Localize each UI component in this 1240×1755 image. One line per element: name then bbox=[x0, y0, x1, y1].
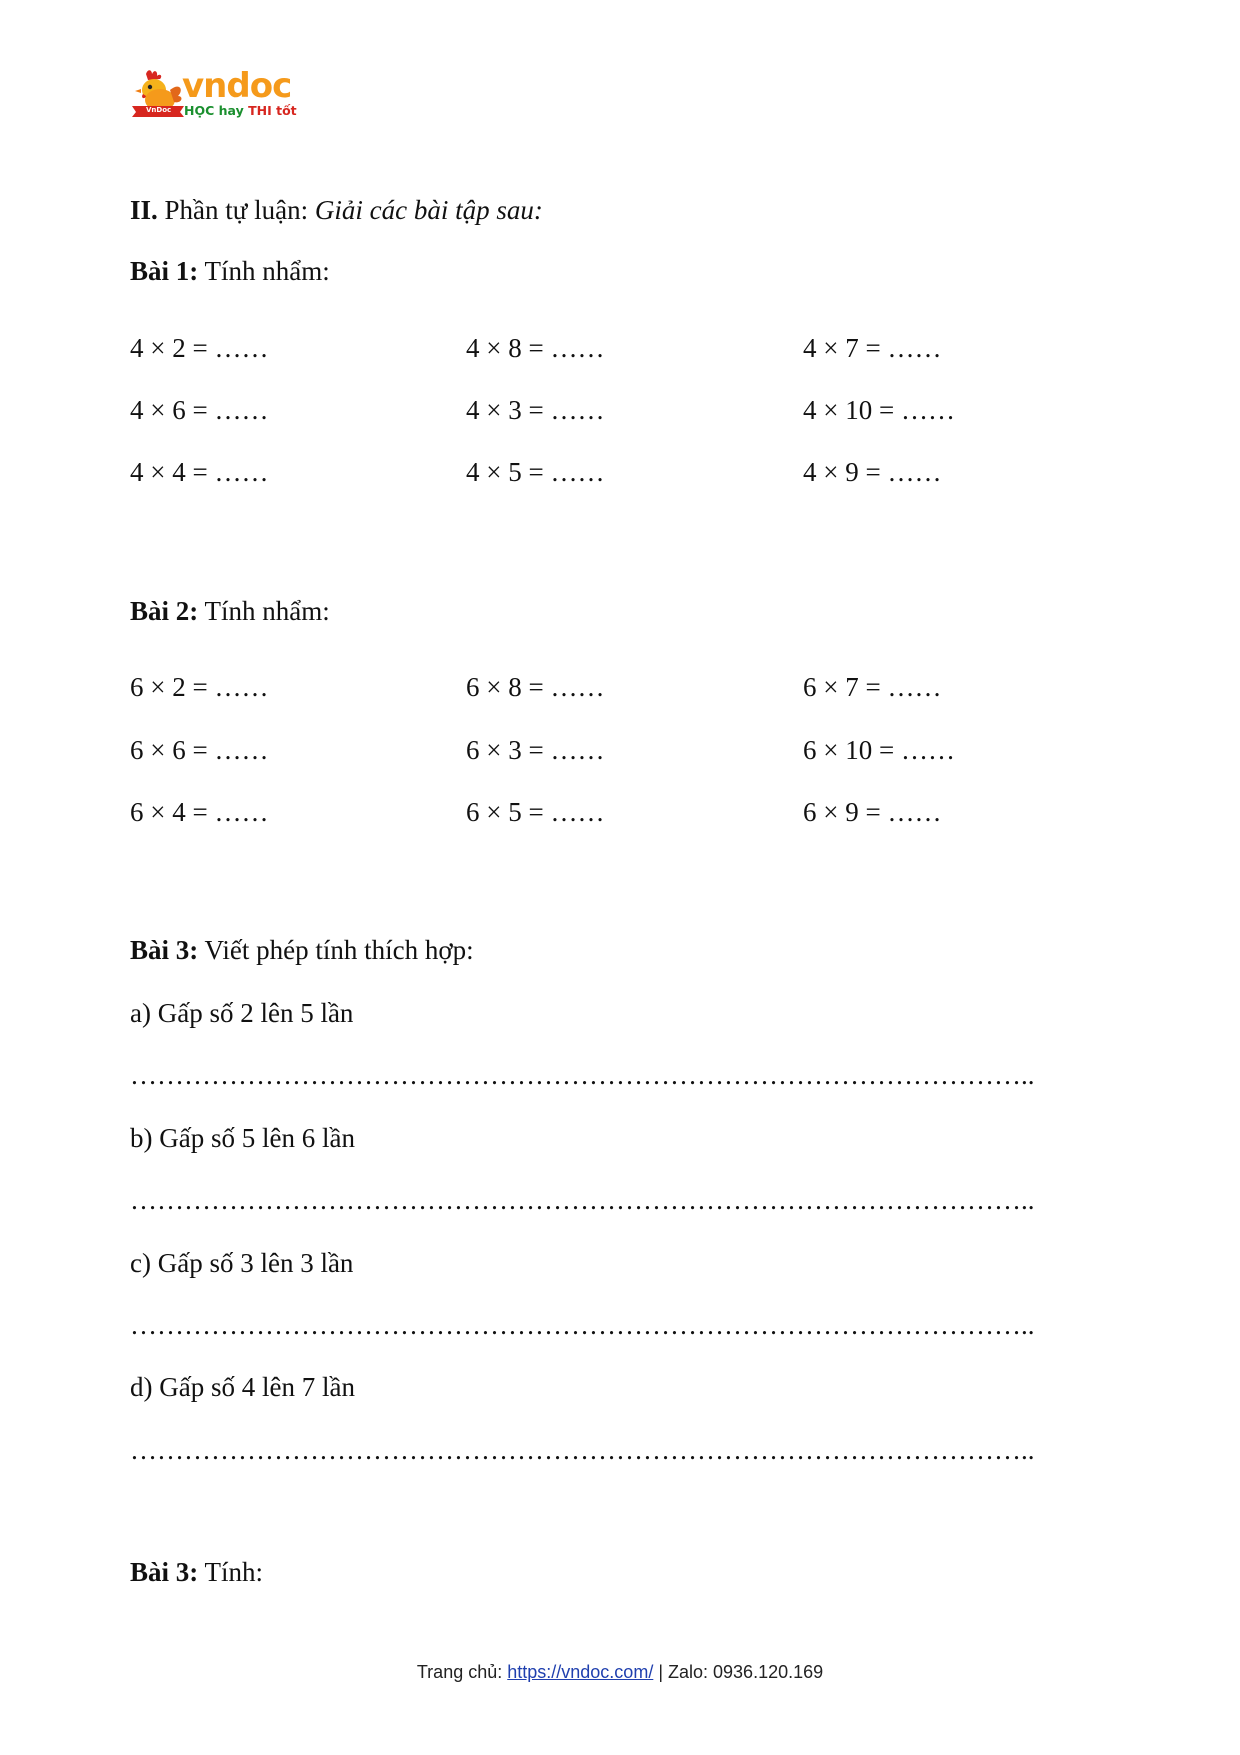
bai2-heading bbox=[130, 594, 330, 628]
bai1-label: Bài 1: bbox=[130, 256, 199, 286]
bai3-item: b) Gấp số 5 lên 6 lần bbox=[130, 1123, 355, 1153]
bai3-heading bbox=[130, 933, 474, 967]
footer-suffix: | Zalo: 0936.120.169 bbox=[653, 1662, 824, 1682]
logo-tagline bbox=[184, 103, 297, 119]
logo-badge-text: VnDoc bbox=[146, 106, 172, 114]
footer-home-link[interactable]: https://vndoc.com/ bbox=[507, 1662, 654, 1682]
bai2-calc: 6 × 10 = …… bbox=[803, 735, 955, 765]
bai2-calc: 6 × 9 = …… bbox=[803, 797, 942, 827]
answer-line[interactable]: ……………………………………………………………………………………….. bbox=[130, 1310, 1035, 1340]
bai1-instruction: Tính nhẩm: bbox=[204, 256, 330, 286]
bai1-calc: 4 × 6 = …… bbox=[130, 395, 269, 425]
answer-line[interactable]: ……………………………………………………………………………………….. bbox=[130, 1060, 1035, 1090]
bai1-calc: 4 × 9 = …… bbox=[803, 457, 942, 487]
section-heading bbox=[130, 193, 543, 227]
bai3-item: c) Gấp số 3 lên 3 lần bbox=[130, 1248, 354, 1278]
bai2-calc: 6 × 6 = …… bbox=[130, 735, 269, 765]
bai1-calc: 4 × 10 = …… bbox=[803, 395, 955, 425]
bai2-instruction: Tính nhẩm: bbox=[204, 596, 330, 626]
bai3-instruction: Viết phép tính thích hợp: bbox=[204, 935, 474, 965]
answer-line[interactable]: ……………………………………………………………………………………….. bbox=[130, 1435, 1035, 1465]
footer-prefix: Trang chủ: bbox=[416, 1662, 508, 1682]
bai1-calc: 4 × 3 = …… bbox=[466, 395, 605, 425]
answer-line[interactable]: ……………………………………………………………………………………….. bbox=[130, 1185, 1035, 1215]
logo-wordmark: vndoc bbox=[182, 66, 292, 106]
bai1-calc: 4 × 2 = …… bbox=[130, 333, 269, 363]
bai3b-instruction: Tính: bbox=[204, 1557, 264, 1587]
page-footer bbox=[0, 1660, 1240, 1684]
bai1-calc: 4 × 4 = …… bbox=[130, 457, 269, 487]
section-number: II. bbox=[130, 195, 158, 225]
tagline-hay: hay bbox=[218, 103, 244, 118]
bai3b-heading bbox=[130, 1555, 263, 1589]
section-subtitle: Giải các bài tập sau: bbox=[314, 195, 543, 225]
bai2-label: Bài 2: bbox=[130, 596, 199, 626]
vndoc-logo[interactable] bbox=[130, 68, 300, 128]
tagline-tot: tốt bbox=[276, 103, 297, 118]
bai1-heading bbox=[130, 254, 330, 288]
bai2-calc: 6 × 4 = …… bbox=[130, 797, 269, 827]
tagline-thi: THI bbox=[248, 103, 272, 118]
bai3-item: d) Gấp số 4 lên 7 lần bbox=[130, 1372, 355, 1402]
tagline-hoc: HỌC bbox=[184, 103, 215, 118]
bai2-calc: 6 × 7 = …… bbox=[803, 672, 942, 702]
bai1-calc: 4 × 8 = …… bbox=[466, 333, 605, 363]
bai1-calc: 4 × 7 = …… bbox=[803, 333, 942, 363]
bai2-calc: 6 × 3 = …… bbox=[466, 735, 605, 765]
bai2-calc: 6 × 8 = …… bbox=[466, 672, 605, 702]
bai2-calc: 6 × 5 = …… bbox=[466, 797, 605, 827]
bai3b-label: Bài 3: bbox=[130, 1557, 199, 1587]
bai1-calc: 4 × 5 = …… bbox=[466, 457, 605, 487]
section-title: Phần tự luận: bbox=[164, 195, 309, 225]
bai3-item: a) Gấp số 2 lên 5 lần bbox=[130, 998, 354, 1028]
bai2-calc: 6 × 2 = …… bbox=[130, 672, 269, 702]
bai3-label: Bài 3: bbox=[130, 935, 199, 965]
